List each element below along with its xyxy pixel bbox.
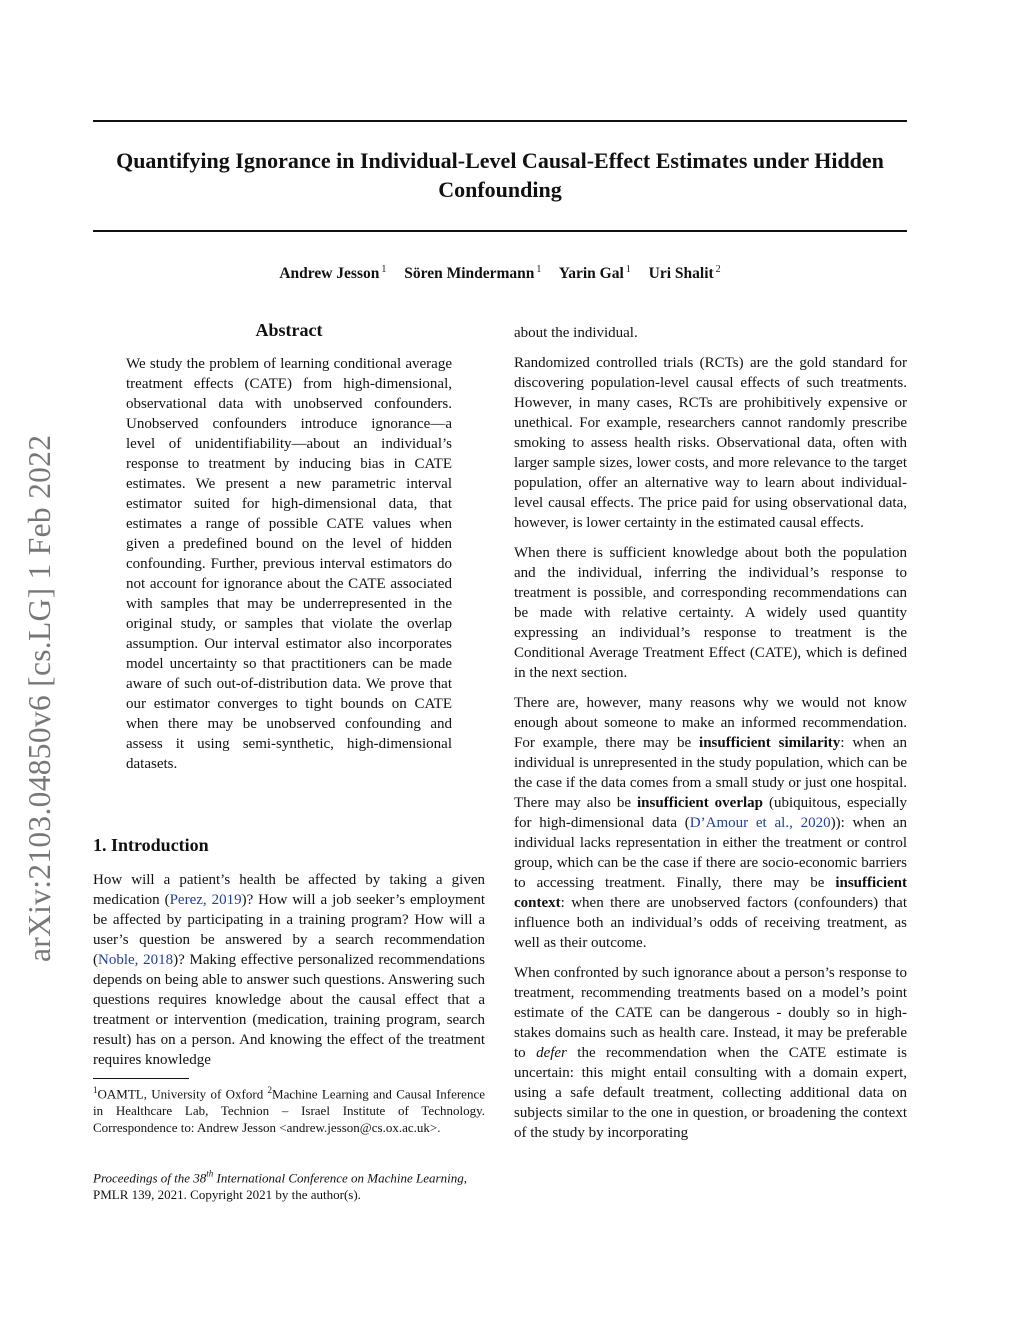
author-name: Yarin Gal: [558, 265, 624, 283]
body-paragraph: Randomized controlled trials (RCTs) are the gold standard for discovering population-level causal effects of such treatments. However, in many cases, RCTs are prohibitively expensive or unethical. For example, researchers cannot randomly prescribe smoking to assess health risks. Observational data, often with larger sample sizes, lower costs, and more relevance to the target population, offer an alternative way to learn about individual-level causal effects. The price paid for using observational data, however, is lower certainty in the estimated causal effects.: [514, 355, 907, 531]
abstract-body: [126, 354, 452, 784]
emphasis-word: defer: [536, 1045, 567, 1061]
intro-paragraph: How will a patient’s health be affected by taking a given medication (Perez, 2019)? How will a job seeker’s employment be affected by participating in a training program? How will a user’s question be answered by a search recommendation (Noble, 2018)? Making effective personalized recommendations depends on being able to answer such questions. Answering such questions requires knowledge about the causal effect that a treatment or intervention (medication, training program, search result) has on a person. And knowing the effect of the treatment requires knowledge: [93, 872, 485, 1068]
author-affiliation: 2: [715, 264, 721, 275]
arxiv-stamp: arXiv:2103.04850v6 [cs.LG] 1 Feb 2022: [22, 434, 57, 962]
author-name: Uri Shalit: [648, 265, 714, 283]
author-affiliation: 1: [381, 264, 387, 275]
author-list: [93, 264, 907, 283]
footnote-rule: [93, 1078, 189, 1079]
citation-link[interactable]: Perez, 2019: [169, 892, 242, 908]
emphasis-term: insufficient similarity: [699, 735, 841, 751]
citation-link[interactable]: D’Amour et al., 2020: [689, 815, 831, 831]
abstract-heading: Abstract: [255, 320, 323, 340]
section-heading-introduction: 1. Introduction: [93, 835, 209, 855]
emphasis-term: insufficient overlap: [637, 795, 763, 811]
body-paragraph: There are, however, many reasons why we would not know enough about someone to make an informed recommendation. For example, there may be insufficient similarity: when an individual is unrepresented in the study population, which can be the case if the data comes from a small study or just one hospital. There may also be insufficient overlap (ubiquitous, especially for high-dimensional data (D’Amour et al., 2020)): when an individual lacks representation in either the treatment or control group, which can be the case if there are socio-economic barriers to accessing treatment. Finally, there may be insufficient context: when there are unobserved factors (confounders) that influence both an individual’s odds of receiving treatment, as well as their outcome.: [514, 695, 907, 951]
author-name: Andrew Jesson: [279, 265, 380, 283]
abstract-text: We study the problem of learning conditional average treatment effects (CATE) from high-dimensional, observational data with unobserved confounders. Unobserved confounders introduce ignorance—a level of unidentifiability—about an individual’s response to treatment by inducing bias in CATE estimates. We present a new parametric interval estimator suited for high-dimensional data, that estimates a range of possible CATE values when given a predefined bound on the level of hidden confounding. Further, previous interval estimators do not account for ignorance about the CATE associated with samples that may be underrepresented in the original study, or samples that violate the overlap assumption. Our interval estimator also incorporates model uncertainty so that practitioners can be made aware of such out-of-distribution data. We prove that our estimator converges to tight bounds on CATE when there may be unobserved confounding and assess it using semi-synthetic, high-dimensional datasets.: [126, 356, 452, 772]
author-name: Sören Mindermann: [404, 265, 535, 283]
title-top-rule: [93, 120, 907, 122]
proceedings-note: Proceedings of the 38th International Conference on Machine Learning, PMLR 139, 2021. Copyright 2021 by the author(s).: [93, 1169, 467, 1203]
emphasis-term: insufficient context: [514, 875, 907, 911]
body-paragraph: about the individual.: [514, 325, 638, 341]
body-paragraph: When there is sufficient knowledge about both the population and the individual, inferring the individual’s response to treatment is possible, and corresponding recommendations can be made with relative certainty. A widely used quantity expressing an individual’s response to treatment is the Conditional Average Treatment Effect (CATE), which is defined in the next section.: [514, 545, 907, 681]
intro-body: [93, 870, 485, 1080]
paper-title: Quantifying Ignorance in Individual-Level Causal-Effect Estimates under Hidden Confounding: [116, 148, 884, 202]
author-affiliation: 1: [625, 264, 631, 275]
body-paragraph: When confronted by such ignorance about a person’s response to treatment, recommending treatments based on a model’s point estimate of the CATE can be dangerous - doubly so in high-stakes domains such as health care. Instead, it may be preferable to defer the recommendation when the CATE estimate is uncertain: this might entail consulting with a domain expert, using a safe default treatment, collecting additional data on subjects similar to the one in question, or broadening the context of the study by incorporating: [514, 965, 908, 1141]
footnote: $^1$OAMTL, University of Oxford $^2$Machine Learning and Causal Inference in Healthcare Lab, Technion – Israel Institute of Technology. Correspondence to: Andrew Jesson <andrew.jesson@cs.ox.ac.uk>.: [93, 1085, 485, 1136]
right-column: [514, 323, 907, 1153]
citation-link[interactable]: Noble, 2018: [98, 952, 174, 968]
author-affiliation: 1: [536, 264, 542, 275]
title-bottom-rule: [93, 230, 907, 232]
